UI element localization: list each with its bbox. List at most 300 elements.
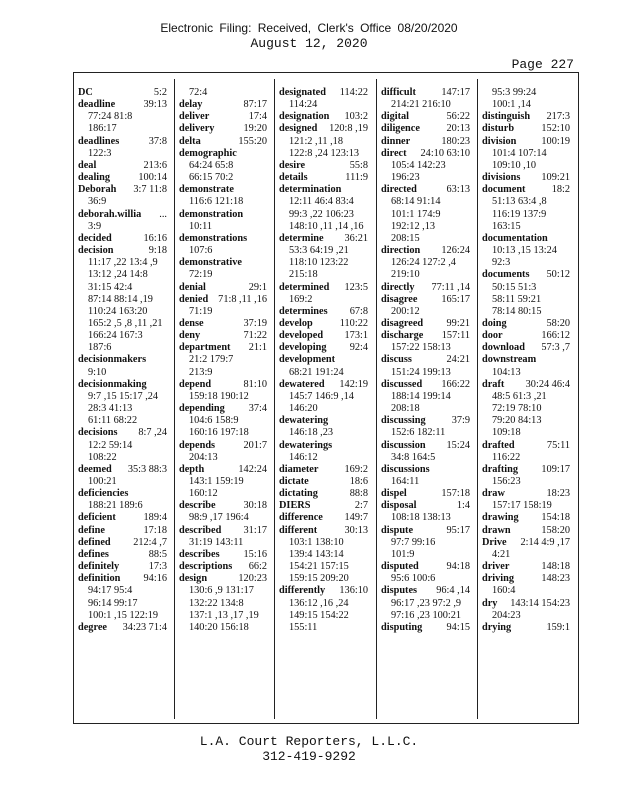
index-entry bbox=[279, 123, 368, 135]
index-entry bbox=[279, 500, 368, 512]
index-word: department bbox=[179, 342, 231, 354]
index-word: directed bbox=[381, 184, 417, 196]
index-refs: 140:20 156:18 bbox=[189, 621, 249, 633]
index-column-5 bbox=[482, 87, 570, 719]
index-refs: 122:8 ,24 123:13 bbox=[289, 147, 360, 159]
index-refs: 94:15 bbox=[446, 621, 470, 633]
index-entry bbox=[482, 464, 570, 476]
index-refs: 215:18 bbox=[289, 269, 318, 281]
index-entry bbox=[381, 245, 470, 257]
index-refs: 77:24 81:8 bbox=[88, 111, 133, 123]
index-page-refs bbox=[179, 306, 267, 318]
index-word: designated bbox=[279, 87, 326, 98]
index-refs: 5:2 bbox=[153, 87, 167, 98]
index-refs: 100:21 bbox=[88, 476, 117, 487]
index-refs: 204:23 bbox=[492, 609, 521, 621]
index-page-refs bbox=[482, 367, 570, 379]
index-word: doing bbox=[482, 317, 507, 329]
index-page-refs bbox=[279, 257, 368, 269]
index-refs: 9:18 bbox=[148, 245, 167, 257]
index-page-refs bbox=[179, 598, 267, 610]
index-entry bbox=[78, 379, 167, 391]
index-refs: 18:2 bbox=[551, 184, 570, 196]
index-refs: 97:7 99:16 bbox=[391, 536, 436, 548]
index-page-refs bbox=[381, 99, 470, 111]
index-refs: 18:23 bbox=[546, 488, 570, 500]
index-refs: 78:14 80:15 bbox=[492, 305, 542, 317]
index-refs: 159:15 209:20 bbox=[289, 573, 349, 585]
index-entry bbox=[381, 488, 470, 500]
index-entry bbox=[482, 342, 570, 354]
index-refs: 31:17 bbox=[243, 524, 267, 536]
index-word: depend bbox=[179, 378, 212, 390]
index-entry bbox=[78, 622, 167, 634]
index-refs: 72:19 78:10 bbox=[492, 403, 542, 415]
index-word: desire bbox=[279, 159, 306, 171]
footer-company: L.A. Court Reporters, L.L.C. bbox=[199, 734, 419, 749]
index-entry bbox=[381, 87, 470, 99]
index-page-refs bbox=[381, 598, 470, 610]
index-refs: 81:10 bbox=[243, 378, 267, 390]
index-refs: 145:7 146:9 ,14 bbox=[289, 390, 354, 402]
index-entry bbox=[179, 549, 267, 561]
index-page-refs bbox=[381, 367, 470, 379]
index-entry bbox=[179, 111, 267, 123]
index-entry bbox=[279, 87, 368, 99]
index-page-refs bbox=[179, 476, 267, 488]
index-refs: 99:3 ,22 106:23 bbox=[289, 208, 354, 220]
index-refs: 111:9 bbox=[345, 172, 368, 184]
index-refs: 55:8 bbox=[349, 159, 368, 171]
index-page-refs bbox=[279, 196, 368, 208]
index-word: decisionmaking bbox=[78, 378, 147, 390]
index-refs: 214:21 216:10 bbox=[391, 99, 451, 111]
page-number: Page 227 bbox=[511, 57, 574, 72]
index-refs: 101:9 bbox=[391, 548, 415, 560]
index-entry bbox=[179, 440, 267, 452]
index-entry bbox=[179, 500, 267, 512]
index-entry bbox=[78, 172, 167, 184]
index-refs: 132:22 134:8 bbox=[189, 597, 244, 609]
index-word: dewatered bbox=[279, 378, 325, 390]
index-entry bbox=[279, 318, 368, 330]
index-word: degree bbox=[78, 621, 107, 633]
index-refs: 151:24 199:13 bbox=[391, 366, 451, 378]
index-entry bbox=[381, 318, 470, 330]
index-word: discussed bbox=[381, 378, 423, 390]
index-page-refs bbox=[78, 111, 167, 123]
index-refs: 97:16 ,23 100:21 bbox=[391, 609, 462, 621]
index-word: Deborah bbox=[78, 184, 117, 196]
index-refs: 159:1 bbox=[546, 621, 570, 633]
index-entry bbox=[381, 500, 470, 512]
index-entry bbox=[482, 111, 570, 123]
index-refs: 104:6 158:9 bbox=[189, 415, 239, 427]
index-refs: 103:2 bbox=[344, 111, 368, 123]
index-page-refs bbox=[381, 403, 470, 415]
index-entry bbox=[179, 282, 267, 294]
index-refs: 108:18 138:13 bbox=[391, 512, 451, 524]
index-word: directly bbox=[381, 281, 415, 293]
index-refs: 137:1 ,13 ,17 ,19 bbox=[189, 609, 259, 621]
index-entry bbox=[78, 209, 167, 221]
index-column-4 bbox=[381, 87, 470, 719]
index-page-refs bbox=[179, 221, 267, 233]
index-word: distinguish bbox=[482, 111, 531, 123]
index-page-refs bbox=[179, 537, 267, 549]
index-page-refs bbox=[78, 318, 167, 330]
index-refs: 96:4 ,14 bbox=[436, 585, 470, 597]
index-word: deborah.willia bbox=[78, 208, 142, 220]
index-refs: 15:16 bbox=[243, 548, 267, 560]
index-page-refs bbox=[279, 294, 368, 306]
index-entry bbox=[381, 123, 470, 135]
index-refs: 50:15 51:3 bbox=[492, 281, 537, 293]
index-refs: 39:13 bbox=[143, 99, 167, 111]
index-entry bbox=[381, 464, 470, 476]
index-refs: 212:4 ,7 bbox=[133, 536, 167, 548]
index-refs: 96:17 ,23 97:2 ,9 bbox=[391, 597, 462, 609]
column-divider bbox=[274, 79, 275, 719]
index-word: documentation bbox=[482, 232, 548, 244]
index-refs: 109:21 bbox=[541, 172, 570, 184]
index-page-refs bbox=[482, 476, 570, 488]
index-page-refs bbox=[279, 573, 368, 585]
index-refs: 160:4 bbox=[492, 585, 516, 597]
index-refs: 4:21 bbox=[492, 548, 511, 560]
index-word: determined bbox=[279, 281, 330, 293]
index-entry bbox=[78, 537, 167, 549]
index-word: dispute bbox=[381, 524, 414, 536]
column-divider bbox=[477, 79, 478, 719]
index-word: driver bbox=[482, 561, 510, 573]
index-refs: 30:13 bbox=[344, 524, 368, 536]
index-page-refs bbox=[179, 512, 267, 524]
index-page-refs bbox=[279, 136, 368, 148]
index-refs: 180:23 bbox=[441, 135, 470, 147]
index-page-refs bbox=[78, 391, 167, 403]
index-refs: 100:19 bbox=[541, 135, 570, 147]
index-refs: 101:1 174:9 bbox=[391, 208, 441, 220]
index-refs: 108:22 bbox=[88, 451, 117, 463]
index-entry bbox=[482, 488, 570, 500]
index-refs: 100:14 bbox=[138, 172, 167, 184]
index-page-refs bbox=[78, 306, 167, 318]
index-page-refs bbox=[78, 452, 167, 464]
index-refs: 99:21 bbox=[446, 317, 470, 329]
index-word: discuss bbox=[381, 354, 412, 366]
index-refs: 157:17 158:19 bbox=[492, 500, 552, 512]
index-refs: 88:8 bbox=[349, 488, 368, 500]
index-word: download bbox=[482, 342, 525, 354]
index-refs: 148:18 bbox=[541, 561, 570, 573]
index-word: deny bbox=[179, 330, 201, 342]
index-entry bbox=[482, 525, 570, 537]
index-refs: 21:2 179:7 bbox=[189, 354, 234, 366]
index-refs: 149:15 154:22 bbox=[289, 609, 349, 621]
index-word: definition bbox=[78, 573, 121, 585]
index-refs: 34:8 164:5 bbox=[391, 451, 436, 463]
index-word: describe bbox=[179, 500, 216, 512]
index-entry bbox=[482, 184, 570, 196]
index-page-refs bbox=[279, 549, 368, 561]
index-refs: 154:18 bbox=[541, 512, 570, 524]
index-entry bbox=[179, 209, 267, 221]
index-word: direction bbox=[381, 245, 421, 257]
index-word: delivery bbox=[179, 123, 215, 135]
index-refs: ... bbox=[159, 208, 167, 220]
index-refs: 87:17 bbox=[243, 99, 267, 111]
index-word: denial bbox=[179, 281, 206, 293]
index-page-refs bbox=[482, 610, 570, 622]
index-page-refs bbox=[482, 148, 570, 160]
index-refs: 37:9 bbox=[451, 415, 470, 427]
index-entry bbox=[482, 233, 570, 245]
index-word: define bbox=[78, 524, 105, 536]
index-refs: 200:12 bbox=[391, 305, 420, 317]
index-page-refs bbox=[179, 245, 267, 257]
index-page-refs bbox=[381, 342, 470, 354]
index-word: defined bbox=[78, 536, 111, 548]
index-word: describes bbox=[179, 548, 220, 560]
index-entry bbox=[78, 354, 167, 366]
index-refs: 189:4 bbox=[143, 512, 167, 524]
index-word: DC bbox=[78, 87, 93, 98]
index-page-refs bbox=[78, 500, 167, 512]
index-entry bbox=[179, 233, 267, 245]
filing-stamp: Electronic Filing: Received, Clerk's Office 08/20/2020 bbox=[160, 21, 458, 35]
index-refs: 1:4 bbox=[456, 500, 470, 512]
index-refs: 123:5 bbox=[344, 281, 368, 293]
index-refs: 66:15 70:2 bbox=[189, 172, 234, 184]
index-refs: 100:1 ,14 bbox=[492, 99, 531, 111]
index-refs: 3:7 11:8 bbox=[133, 184, 167, 196]
index-entry bbox=[179, 318, 267, 330]
index-page-refs bbox=[179, 427, 267, 439]
index-entry bbox=[279, 464, 368, 476]
index-page-refs bbox=[179, 415, 267, 427]
index-refs: 109:17 bbox=[541, 463, 570, 475]
index-entry bbox=[279, 585, 368, 597]
index-word: dinner bbox=[381, 135, 411, 147]
index-page-refs bbox=[482, 403, 570, 415]
index-page-refs bbox=[279, 209, 368, 221]
index-page-refs bbox=[179, 196, 267, 208]
index-refs: 87:14 88:14 ,19 bbox=[88, 293, 153, 305]
index-refs: 164:11 bbox=[391, 476, 420, 487]
index-entry bbox=[482, 537, 570, 549]
index-entry bbox=[78, 160, 167, 172]
index-refs: 219:10 bbox=[391, 269, 420, 281]
index-refs: 136:10 bbox=[339, 585, 368, 597]
index-column-1 bbox=[78, 87, 167, 719]
index-page-refs bbox=[381, 221, 470, 233]
index-refs: 16:16 bbox=[143, 232, 167, 244]
index-page-refs bbox=[179, 160, 267, 172]
index-page-refs bbox=[279, 99, 368, 111]
index-page-refs bbox=[482, 427, 570, 439]
index-entry bbox=[279, 512, 368, 524]
index-page-refs bbox=[482, 415, 570, 427]
index-page-refs bbox=[279, 537, 368, 549]
index-page-refs bbox=[78, 610, 167, 622]
index-word: disturb bbox=[482, 123, 515, 135]
index-page-refs bbox=[482, 282, 570, 294]
index-word: divisions bbox=[482, 172, 521, 184]
index-column-2 bbox=[179, 87, 267, 719]
index-word: demonstration bbox=[179, 208, 244, 220]
index-entry bbox=[78, 87, 167, 99]
index-refs: 118:10 123:22 bbox=[289, 257, 349, 269]
index-page-refs bbox=[381, 233, 470, 245]
index-word: dictating bbox=[279, 488, 318, 500]
index-page-refs bbox=[78, 585, 167, 597]
index-entry bbox=[78, 99, 167, 111]
index-entry bbox=[78, 512, 167, 524]
index-refs: 72:4 bbox=[189, 87, 208, 98]
index-word: developed bbox=[279, 330, 324, 342]
index-page-refs bbox=[179, 172, 267, 184]
index-refs: 208:15 bbox=[391, 232, 420, 244]
index-word: discharge bbox=[381, 330, 424, 342]
index-refs: 146:20 bbox=[289, 403, 318, 415]
index-refs: 122:3 bbox=[88, 147, 112, 159]
index-entry bbox=[482, 318, 570, 330]
index-word: drying bbox=[482, 621, 512, 633]
index-refs: 116:19 137:9 bbox=[492, 208, 547, 220]
index-word: disposal bbox=[381, 500, 417, 512]
index-page-refs bbox=[78, 342, 167, 354]
index-refs: 18:6 bbox=[349, 476, 368, 487]
index-entry bbox=[381, 561, 470, 573]
index-entry bbox=[179, 294, 267, 306]
index-word: definitely bbox=[78, 561, 120, 573]
index-word: documents bbox=[482, 269, 530, 281]
index-refs: 166:12 bbox=[541, 330, 570, 342]
index-word: determination bbox=[279, 184, 342, 196]
index-refs: 30:24 46:4 bbox=[525, 378, 570, 390]
index-refs: 139:4 143:14 bbox=[289, 548, 344, 560]
index-refs: 104:13 bbox=[492, 366, 521, 378]
index-refs: 30:18 bbox=[243, 500, 267, 512]
index-refs: 31:15 42:4 bbox=[88, 281, 133, 293]
index-refs: 152:10 bbox=[541, 123, 570, 135]
index-refs: 36:21 bbox=[344, 232, 368, 244]
index-refs: 58:20 bbox=[546, 317, 570, 329]
index-word: deadline bbox=[78, 99, 116, 111]
index-page-refs bbox=[482, 391, 570, 403]
index-refs: 126:24 127:2 ,4 bbox=[391, 257, 456, 269]
index-refs: 109:18 bbox=[492, 427, 521, 439]
index-word: demographic bbox=[179, 147, 237, 159]
index-page-refs bbox=[78, 294, 167, 306]
index-refs: 208:18 bbox=[391, 403, 420, 415]
index-page-refs bbox=[78, 415, 167, 427]
index-page-refs bbox=[381, 549, 470, 561]
index-page-refs bbox=[279, 391, 368, 403]
index-word: downstream bbox=[482, 354, 537, 366]
index-refs: 100:1 ,15 122:19 bbox=[88, 609, 159, 621]
index-refs: 2:14 4:9 ,17 bbox=[520, 536, 570, 548]
index-entry bbox=[78, 233, 167, 245]
index-refs: 217:3 bbox=[546, 111, 570, 123]
index-refs: 15:24 bbox=[446, 439, 470, 451]
index-refs: 126:24 bbox=[441, 245, 470, 257]
index-page-refs bbox=[179, 585, 267, 597]
index-word: door bbox=[482, 330, 503, 342]
index-entry bbox=[78, 245, 167, 257]
index-page-refs bbox=[279, 561, 368, 573]
index-refs: 24:10 63:10 bbox=[420, 147, 470, 159]
index-word: delta bbox=[179, 135, 201, 147]
index-page-refs bbox=[381, 512, 470, 524]
index-word: deliver bbox=[179, 111, 210, 123]
index-refs: 94:18 bbox=[446, 561, 470, 573]
index-word: determine bbox=[279, 232, 324, 244]
index-refs: 169:2 bbox=[344, 463, 368, 475]
index-refs: 148:10 ,11 ,14 ,16 bbox=[289, 220, 364, 232]
index-refs: 68:14 91:14 bbox=[391, 196, 441, 208]
index-entry bbox=[381, 282, 470, 294]
index-word: demonstrate bbox=[179, 184, 234, 196]
index-refs: 120:23 bbox=[238, 573, 267, 585]
index-refs: 121:2 ,11 ,18 bbox=[289, 135, 343, 147]
index-entry bbox=[279, 415, 368, 427]
index-word: differently bbox=[279, 585, 326, 597]
index-page-refs bbox=[381, 537, 470, 549]
index-word: develop bbox=[279, 317, 313, 329]
index-entry bbox=[279, 488, 368, 500]
index-entry bbox=[78, 525, 167, 537]
index-page-refs bbox=[78, 123, 167, 135]
index-entry bbox=[381, 440, 470, 452]
index-page-refs bbox=[279, 452, 368, 464]
index-refs: 169:2 bbox=[289, 293, 313, 305]
index-refs: 165:17 bbox=[441, 293, 470, 305]
index-word: discussion bbox=[381, 439, 426, 451]
index-refs: 58:11 59:21 bbox=[492, 293, 542, 305]
index-word: deemed bbox=[78, 463, 112, 475]
index-page-refs bbox=[179, 622, 267, 634]
index-refs: 92:3 bbox=[492, 257, 511, 269]
index-refs: 166:22 bbox=[441, 378, 470, 390]
index-refs: 50:12 bbox=[546, 269, 570, 281]
index-word: difference bbox=[279, 512, 323, 524]
index-entry bbox=[482, 379, 570, 391]
index-page-refs bbox=[279, 403, 368, 415]
index-refs: 51:13 63:4 ,8 bbox=[492, 196, 547, 208]
index-word: deficient bbox=[78, 512, 116, 524]
index-page-refs bbox=[381, 269, 470, 281]
index-refs: 146:18 ,23 bbox=[289, 427, 334, 439]
index-word: diameter bbox=[279, 463, 319, 475]
index-word: depends bbox=[179, 439, 216, 451]
index-entry bbox=[482, 512, 570, 524]
index-entry bbox=[279, 306, 368, 318]
index-refs: 13:12 ,24 14:8 bbox=[88, 269, 148, 281]
index-entry bbox=[179, 403, 267, 415]
index-refs: 88:5 bbox=[148, 548, 167, 560]
index-refs: 12:11 46:4 83:4 bbox=[289, 196, 354, 208]
index-entry bbox=[78, 427, 167, 439]
index-refs: 142:19 bbox=[339, 378, 368, 390]
index-refs: 34:23 71:4 bbox=[122, 621, 167, 633]
index-entry bbox=[279, 233, 368, 245]
index-page-refs bbox=[482, 257, 570, 269]
index-refs: 37:8 bbox=[148, 135, 167, 147]
index-refs: 20:13 bbox=[446, 123, 470, 135]
index-page-refs bbox=[381, 573, 470, 585]
